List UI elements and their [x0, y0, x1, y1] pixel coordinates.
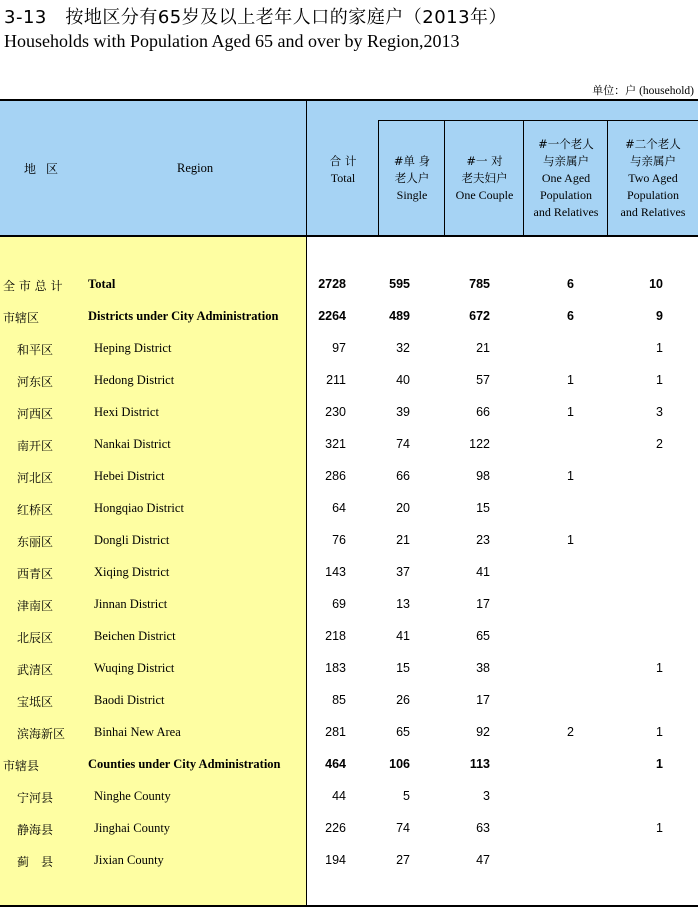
couple-cell: 38 — [476, 661, 490, 675]
couple-cell: 17 — [476, 597, 490, 611]
header-one-en2: Population — [539, 188, 592, 202]
region-en-cell: Wuqing District — [94, 661, 175, 675]
region-en-cell: Counties under City Administration — [88, 757, 281, 771]
table-row — [0, 364, 698, 396]
single-cell: 106 — [389, 757, 410, 771]
region-cn-cell: 市辖县 — [3, 759, 40, 773]
total-cell: 64 — [332, 501, 346, 515]
header-two-en2: Population — [626, 188, 679, 202]
single-cell: 20 — [396, 501, 410, 515]
region-cn-cell: 河西区 — [17, 407, 54, 421]
table-row — [0, 300, 698, 332]
total-cell: 97 — [332, 341, 346, 355]
total-cell: 194 — [325, 853, 346, 867]
region-cn-cell: 和平区 — [17, 343, 54, 357]
region-cn-cell: 南开区 — [17, 439, 54, 453]
single-cell: 27 — [396, 853, 410, 867]
region-cn-cell: 东丽区 — [17, 535, 54, 549]
region-en-cell: Ninghe County — [94, 789, 171, 803]
couple-cell: 66 — [476, 405, 490, 419]
one-aged-cell: 6 — [567, 309, 574, 323]
single-cell: 489 — [389, 309, 410, 323]
table-row — [0, 460, 698, 492]
couple-cell: 113 — [469, 757, 490, 771]
region-cn-cell: 武清区 — [17, 663, 54, 677]
header-single-cn2: 老人户 — [394, 171, 430, 185]
region-en-cell: Beichen District — [94, 629, 176, 643]
single-cell: 21 — [396, 533, 410, 547]
couple-cell: 98 — [476, 469, 490, 483]
header-single — [379, 153, 445, 204]
total-cell: 218 — [325, 629, 346, 643]
region-cn-cell: 津南区 — [17, 599, 54, 613]
one-aged-cell: 1 — [567, 469, 574, 483]
region-cn-cell: 蓟 县 — [17, 855, 54, 869]
couple-cell: 57 — [476, 373, 490, 387]
table-row — [0, 684, 698, 716]
single-cell: 74 — [396, 437, 410, 451]
two-aged-cell: 1 — [656, 725, 663, 739]
couple-cell: 47 — [476, 853, 490, 867]
single-cell: 40 — [396, 373, 410, 387]
region-en-cell: Xiqing District — [94, 565, 170, 579]
table-row — [0, 556, 698, 588]
header-one-en1: One Aged — [541, 171, 591, 185]
region-cn-cell: 红桥区 — [17, 503, 54, 517]
region-en-cell: Hebei District — [94, 469, 165, 483]
region-en-cell: Baodi District — [94, 693, 165, 707]
header-one-aged — [524, 136, 608, 221]
two-aged-cell: 3 — [656, 405, 663, 419]
header-inner-rule — [378, 120, 698, 121]
region-cn-cell: 西青区 — [17, 567, 54, 581]
two-aged-cell: 1 — [656, 661, 663, 675]
total-cell: 85 — [332, 693, 346, 707]
table-row — [0, 716, 698, 748]
two-aged-cell: 1 — [656, 821, 663, 835]
couple-cell: 41 — [476, 565, 490, 579]
header-region-en: Region — [177, 161, 214, 175]
unit-label-cn: 单位：户 — [592, 84, 637, 97]
total-cell: 2264 — [318, 309, 346, 323]
header-total-en: Total — [330, 171, 356, 185]
region-cn-cell: 静海县 — [17, 823, 54, 837]
one-aged-cell: 1 — [567, 373, 574, 387]
one-aged-cell: 1 — [567, 533, 574, 547]
header-two-en3: and Relatives — [620, 205, 686, 219]
single-cell: 37 — [396, 565, 410, 579]
couple-cell: 65 — [476, 629, 490, 643]
header-top-rule — [0, 99, 698, 101]
region-en-cell: Heping District — [94, 341, 172, 355]
total-cell: 464 — [325, 757, 346, 771]
total-cell: 69 — [332, 597, 346, 611]
header-one-cn1: #一个老人 — [538, 137, 594, 151]
region-cn-cell: 河东区 — [17, 375, 54, 389]
region-en-cell: Districts under City Administration — [88, 309, 279, 323]
table-row — [0, 748, 698, 780]
total-cell: 76 — [332, 533, 346, 547]
table-row — [0, 588, 698, 620]
header-region-cn: 地区 — [24, 162, 69, 176]
total-cell: 281 — [325, 725, 346, 739]
header-two-en1: Two Aged — [628, 171, 678, 185]
single-cell: 65 — [396, 725, 410, 739]
couple-cell: 17 — [476, 693, 490, 707]
region-en-cell: Binhai New Area — [94, 725, 181, 739]
couple-cell: 92 — [476, 725, 490, 739]
couple-cell: 21 — [476, 341, 490, 355]
page-title-en: Households with Population Aged 65 and over by Region,2013 — [4, 31, 460, 51]
region-en-cell: Jinnan District — [94, 597, 168, 611]
header-single-en: Single — [396, 188, 428, 202]
total-cell: 143 — [325, 565, 346, 579]
single-cell: 26 — [396, 693, 410, 707]
header-two-cn1: #二个老人 — [625, 137, 681, 151]
total-cell: 321 — [325, 437, 346, 451]
header-two-cn2: 与亲属户 — [630, 154, 676, 168]
single-cell: 5 — [403, 789, 410, 803]
two-aged-cell: 1 — [656, 373, 663, 387]
couple-cell: 3 — [483, 789, 490, 803]
region-en-cell: Jixian County — [94, 853, 164, 867]
header-couple-cn2: 老夫妇户 — [461, 171, 508, 185]
region-en-cell: Hexi District — [94, 405, 159, 419]
header-one-cn2: 与亲属户 — [543, 154, 589, 168]
single-cell: 74 — [396, 821, 410, 835]
header-total-cn: 合 计 — [329, 154, 357, 168]
total-cell: 44 — [332, 789, 346, 803]
header-total — [307, 153, 379, 187]
two-aged-cell: 10 — [649, 277, 663, 291]
header-couple-cn1: #一 对 — [466, 154, 503, 168]
region-cn-cell: 全 市 总 计 — [3, 279, 63, 293]
table-row — [0, 524, 698, 556]
one-aged-cell: 6 — [567, 277, 574, 291]
table-row — [0, 396, 698, 428]
region-en-cell: Hongqiao District — [94, 501, 184, 515]
region-cn-cell: 宝坻区 — [17, 695, 54, 709]
region-cn-cell: 北辰区 — [17, 631, 54, 645]
total-cell: 211 — [326, 373, 346, 387]
table-row — [0, 428, 698, 460]
one-aged-cell: 2 — [567, 725, 574, 739]
one-aged-cell: 1 — [567, 405, 574, 419]
table-row — [0, 812, 698, 844]
region-en-cell: Dongli District — [94, 533, 170, 547]
page-title-cn: 3-13 按地区分有65岁及以上老年人口的家庭户（2013年） — [4, 7, 508, 28]
couple-cell: 122 — [469, 437, 490, 451]
total-cell: 2728 — [318, 277, 346, 291]
two-aged-cell: 2 — [656, 437, 663, 451]
table-row — [0, 620, 698, 652]
total-cell: 286 — [325, 469, 346, 483]
table-row — [0, 268, 698, 300]
header-couple — [445, 153, 524, 204]
region-cn-cell: 滨海新区 — [17, 727, 66, 741]
unit-label — [592, 82, 694, 98]
table-row — [0, 492, 698, 524]
unit-label-en: (household) — [639, 85, 694, 97]
single-cell: 41 — [396, 629, 410, 643]
two-aged-cell: 1 — [656, 757, 663, 771]
region-en-cell: Hedong District — [94, 373, 175, 387]
region-cn-cell: 河北区 — [17, 471, 54, 485]
table-bottom-rule — [0, 905, 698, 907]
table-row — [0, 780, 698, 812]
region-en-cell: Jinghai County — [94, 821, 171, 835]
table-row — [0, 652, 698, 684]
two-aged-cell: 9 — [656, 309, 663, 323]
total-cell: 183 — [325, 661, 346, 675]
single-cell: 15 — [396, 661, 410, 675]
single-cell: 32 — [396, 341, 410, 355]
region-en-cell: Nankai District — [94, 437, 171, 451]
table-row — [0, 844, 698, 876]
single-cell: 13 — [396, 597, 410, 611]
region-cn-cell: 市辖区 — [3, 311, 40, 325]
single-cell: 39 — [396, 405, 410, 419]
couple-cell: 785 — [469, 277, 490, 291]
table-row — [0, 332, 698, 364]
header-col-top-strip — [379, 100, 698, 120]
couple-cell: 63 — [476, 821, 490, 835]
total-cell: 230 — [325, 405, 346, 419]
couple-cell: 15 — [476, 501, 490, 515]
header-single-cn1: #单 身 — [393, 154, 431, 168]
region-en-cell: Total — [88, 277, 116, 291]
single-cell: 66 — [396, 469, 410, 483]
header-couple-en: One Couple — [455, 188, 514, 202]
single-cell: 595 — [389, 277, 410, 291]
couple-cell: 672 — [469, 309, 490, 323]
two-aged-cell: 1 — [656, 341, 663, 355]
header-one-en3: and Relatives — [533, 205, 599, 219]
region-cn-cell: 宁河县 — [17, 791, 54, 805]
couple-cell: 23 — [476, 533, 490, 547]
total-cell: 226 — [325, 821, 346, 835]
header-two-aged — [608, 136, 698, 221]
